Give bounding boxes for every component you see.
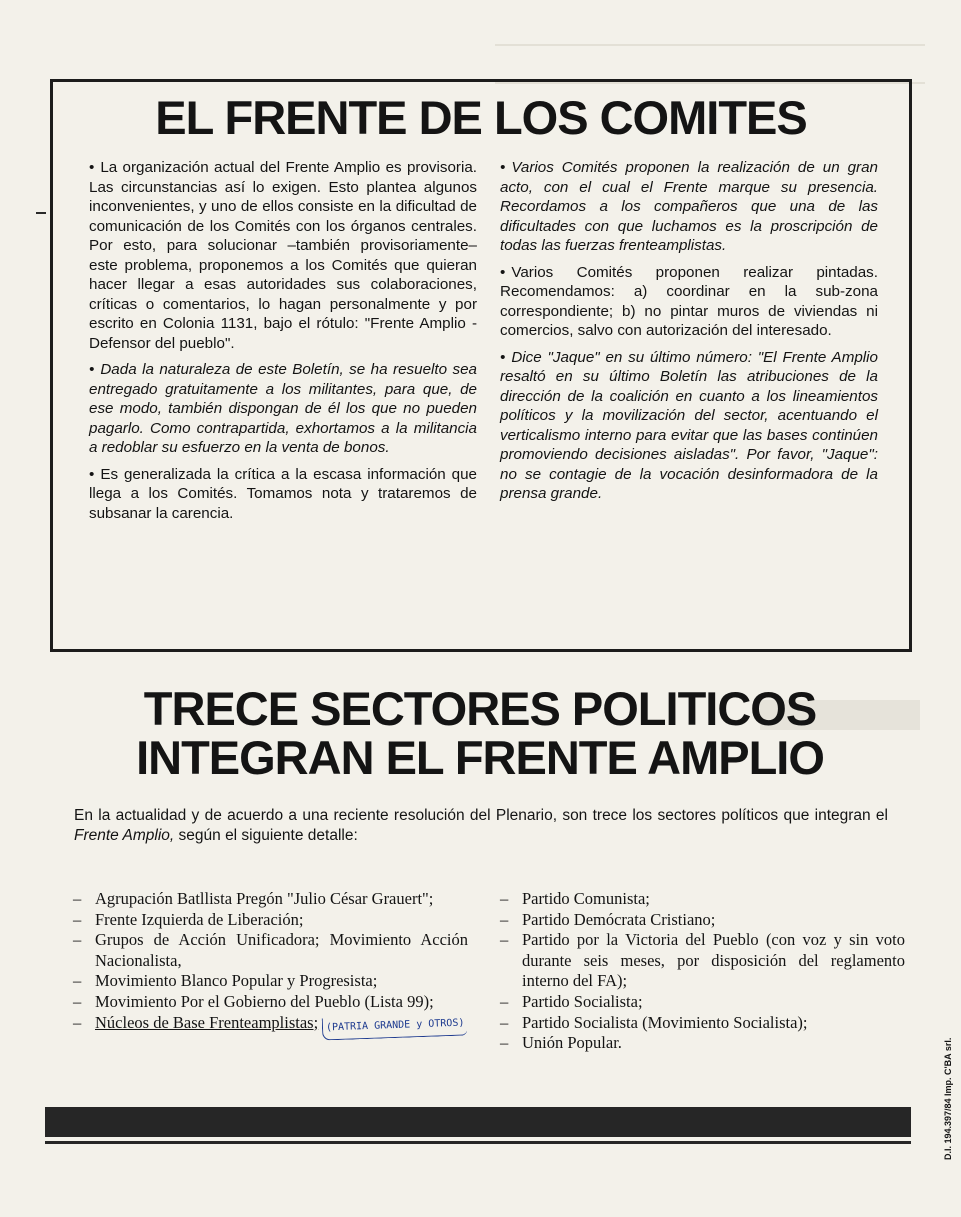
paper-mark — [36, 212, 46, 214]
box-left-column — [89, 158, 477, 530]
party-name: Núcleos de Base Frenteamplistas; — [95, 1012, 319, 1032]
paragraph-jaque: • Dice "Jaque" en su último número: "El Frente Amplio resaltó en su último Boletín las atribuciones de la dirección de la coalición en cuanto a los lineamientos políticos y la movilización del sector, acentuando el verticalismo interno para evitar que las bases continúen promoviendo decisiones aisladas". Por favor, "Jaque": no se contagie de la vocación desinformadora de la prensa grande. — [500, 348, 878, 502]
bullet: • — [89, 465, 95, 483]
list-item: – Partido Comunista; — [500, 889, 905, 910]
bottom-black-band — [45, 1107, 911, 1137]
list-item: – Movimiento Por el Gobierno del Pueblo (Lista 99); — [73, 992, 468, 1013]
list-item: – Frente Izquierda de Liberación; — [73, 910, 468, 931]
bullet: • — [89, 159, 95, 176]
paragraph-pintadas: • Varios Comités proponen realizar pintadas. Recomendamos: a) coordinar en la sub-zona correspondiente; b) no pintar muros de viviendas ni comercios, salvo con autorización del interesado. — [500, 263, 878, 339]
section-intro: En la actualidad y de acuerdo a una reciente resolución del Plenario, son trece los sectores políticos que integran el Frente Amplio, según el siguiente detalle: — [74, 807, 888, 844]
comites-box — [50, 79, 912, 652]
paragraph-organizacion: • La organización actual del Frente Amplio es provisoria. Las circunstancias así lo exigen. Esto plantea algunos inconvenientes, y uno de ellos consiste en la dificultad de comunicación de los Comités con los órganos centrales. Por esto, para solucionar –también provisoriamente– este problema, proponemos a los Comités que quieran hacer llegar a esas autoridades sus colaboraciones, críticas o comentarios, lo hagan personalmente y por escrito en Colonia 1131, bajo el rótulo: "Frente Amplio - Defensor del pueblo". — [89, 159, 477, 352]
list-item: – Grupos de Acción Unificadora; Movimiento Acción Nacionalista, — [73, 930, 468, 971]
bleed-through-header — [495, 44, 925, 84]
paragraph-boletin: • Dada la naturaleza de este Boletín, se ha resuelto sea entregado gratuitamente a los militantes, para que, de ese modo, también dispongan de él los que no pueden pagarlo. Como contrapartida, exhortamos a la militancia a redoblar su esfuerzo en la venta de bonos. — [89, 361, 477, 456]
frente-amplio-italic: Frente Amplio, — [74, 827, 175, 844]
bullet: • — [500, 159, 506, 176]
list-item: – Partido Socialista; — [500, 992, 905, 1013]
paragraph-informacion: • Es generalizada la crítica a la escasa información que llega a los Comités. Tomamos nota y trataremos de subsanar la carencia. — [89, 465, 477, 522]
printer-credit: D.I. 194.397/84 Imp. C'BA srl. — [943, 1037, 953, 1160]
bullet: • — [500, 348, 506, 366]
bullet: • — [500, 263, 506, 281]
parties-list-left — [73, 889, 468, 1037]
list-item: – Unión Popular. — [500, 1033, 905, 1054]
list-item: – Partido por la Victoria del Pueblo (con voz y sin voto durante seis meses, por disposición del reglamento interno del FA); — [500, 930, 905, 992]
bullet: • — [89, 361, 95, 378]
list-item: – Agrupación Batllista Pregón "Julio César Grauert"; — [73, 889, 468, 910]
bottom-rule — [45, 1141, 911, 1144]
headline-line-1: TRECE SECTORES POLITICOS — [143, 682, 817, 735]
list-item — [73, 1013, 468, 1038]
list-item: – Movimiento Blanco Popular y Progresista; — [73, 971, 468, 992]
parties-list-right — [500, 889, 905, 1054]
headline-line-2: INTEGRAN EL FRENTE AMPLIO — [136, 731, 824, 784]
box-title: EL FRENTE DE LOS COMITES — [155, 91, 807, 144]
list-item: – Partido Socialista (Movimiento Socialista); — [500, 1013, 905, 1034]
list-item: – Partido Demócrata Cristiano; — [500, 910, 905, 931]
handwritten-annotation: (PATRIA GRANDE y OTROS) — [322, 1013, 468, 1040]
paragraph-gran-acto: • Varios Comités proponen la realización de un gran acto, con el cual el Frente marque su presencia. Recordamos a los compañeros que una de las dificultades con que luchamos es la proscripción de todas las fuerzas frenteamplistas. — [500, 159, 878, 254]
section-headline — [60, 684, 900, 782]
box-right-column — [500, 158, 878, 511]
